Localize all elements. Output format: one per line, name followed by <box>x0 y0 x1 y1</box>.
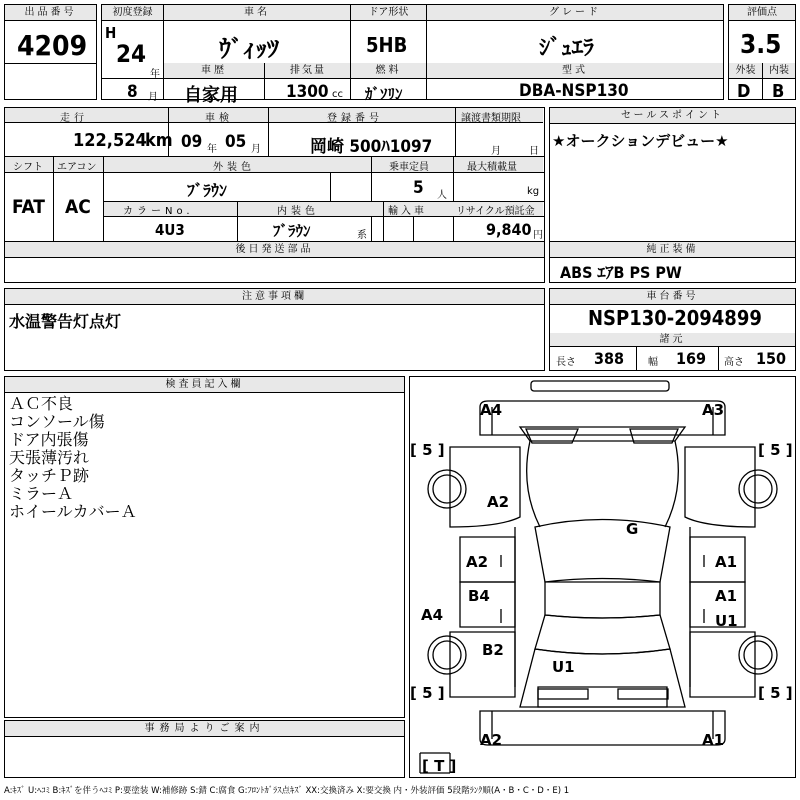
notes-box <box>4 288 545 371</box>
recycle: 9,840 <box>486 220 532 239</box>
inspector-line: ドア内張傷 <box>9 430 89 449</box>
height: 150 <box>756 349 787 368</box>
reg-no-label: 登録番号 <box>327 113 383 124</box>
interior-label: 内装 <box>763 63 795 78</box>
model-label: 型式 <box>427 63 723 78</box>
fuel-label: 燃料 <box>351 63 426 78</box>
door-label: ドア形状 <box>351 5 426 21</box>
transfer-month-unit: 月 <box>491 146 501 157</box>
car-name-box <box>163 4 351 106</box>
mark-a1-bottom: A1 <box>702 731 725 749</box>
reg-number: 岡崎 500ﾊ1097 <box>310 137 433 157</box>
inspector-line: 天張薄汚れ <box>9 448 90 467</box>
transfer-day-unit: 日 <box>529 146 539 157</box>
mark-tire-fl: [ 5 ] <box>410 441 445 459</box>
transfer-label: 譲渡書類期限 <box>461 113 521 124</box>
inspection-month: 05 <box>225 132 247 152</box>
color-no: 4U3 <box>155 221 185 239</box>
history: 自家用 <box>184 85 238 106</box>
inspector-line: タッチＰ跡 <box>9 466 90 485</box>
max-load-label: 最大積載量 <box>467 162 517 173</box>
height-label: 高さ <box>724 357 744 368</box>
first-registration-box <box>101 4 164 103</box>
mark-a1-right2: A1 <box>715 587 738 605</box>
office-label: 事務局よりご案内 <box>5 721 404 737</box>
later-parts-label: 後日発送部品 <box>5 242 544 258</box>
first-reg-year: 24 <box>116 40 147 68</box>
recycle-label: リサイクル預託金 <box>456 206 535 217</box>
lot-number-box <box>4 4 97 100</box>
mark-g: G <box>626 520 639 538</box>
lot-number-label: 出品番号 <box>5 5 96 21</box>
office-box <box>4 720 405 778</box>
mileage-label: 走行 <box>60 113 88 124</box>
max-load-unit: kg <box>527 186 540 197</box>
ext-color-label: 外装色 <box>213 162 255 173</box>
equipment: ABS ｴｱB PS PW <box>560 263 682 282</box>
recycle-unit: 円 <box>533 230 543 241</box>
car-diagram <box>410 377 795 777</box>
score-box <box>728 4 796 100</box>
door-type: 5HB <box>366 33 408 57</box>
shift-label: シフト <box>13 162 43 173</box>
inspection-month-unit: 月 <box>251 144 261 155</box>
capacity-unit: 人 <box>437 190 447 201</box>
vehicle-info-box <box>4 107 545 242</box>
exterior-label: 外装 <box>729 63 762 78</box>
inspection-label: 車検 <box>205 113 233 124</box>
chassis-label: 車台番号 <box>550 289 795 305</box>
mark-tire-t: [ T ] <box>422 757 457 775</box>
first-registration-label: 初度登録 <box>102 5 163 21</box>
notes: 水温警告灯点灯 <box>9 312 122 331</box>
mark-a4-top: A4 <box>480 401 503 419</box>
int-color: ﾌﾞﾗｳﾝ <box>273 222 311 240</box>
mileage: 122,524 <box>73 130 147 151</box>
chassis-number: NSP130-2094899 <box>588 306 762 330</box>
model: DBA-NSP130 <box>519 81 629 101</box>
inspection-year: 09 <box>181 132 203 152</box>
displacement-unit: cc <box>332 89 343 100</box>
mark-b4: B4 <box>468 587 490 605</box>
score-label: 評価点 <box>729 5 795 21</box>
sales-point-box <box>549 107 796 242</box>
later-parts-box <box>4 241 545 283</box>
grade-box <box>426 4 724 100</box>
equipment-label: 純正装備 <box>550 242 795 258</box>
mileage-unit: km <box>145 130 173 151</box>
inspector-label: 検査員記入欄 <box>5 377 404 393</box>
int-color-suffix: 系 <box>357 230 367 241</box>
lot-number: 4209 <box>17 29 88 62</box>
inspector-line: ホイールカバーＡ <box>9 502 137 521</box>
notes-label: 注意事項欄 <box>5 289 544 305</box>
era: H <box>105 24 117 42</box>
month-unit: 月 <box>148 92 158 103</box>
first-reg-month: 8 <box>127 82 138 102</box>
capacity-label: 乗車定員 <box>389 162 429 173</box>
length-label: 長さ <box>556 357 576 368</box>
mark-a1-right1: A1 <box>715 553 738 571</box>
aircon-label: エアコン <box>57 162 97 173</box>
mark-tire-fr: [ 5 ] <box>758 441 793 459</box>
equipment-box <box>549 241 796 283</box>
mark-a2-hood: A2 <box>487 493 510 511</box>
legend: A:ｷｽﾞ U:ﾍｺﾐ B:ｷｽﾞを伴うﾍｺﾐ P:要塗装 W:補修跡 S:錆 C:腐食 G:ﾌﾛﾝﾄｶﾞﾗｽ点ｷｽﾞ XX:交換済み X:要交換 内・外装評価 5段階ﾗﾝｸ順(A・B・C・D・E) 1 <box>4 786 570 796</box>
inspector-line: ＡＣ不良 <box>9 394 74 413</box>
history-label: 車歴 <box>164 63 264 78</box>
damage-diagram <box>409 376 796 778</box>
score: 3.5 <box>740 30 782 60</box>
displacement-label: 排気量 <box>265 63 351 78</box>
color-no-label: カラーNo. <box>123 206 194 217</box>
grade-label: グレード <box>427 5 723 21</box>
mark-a4-left: A4 <box>421 606 444 624</box>
mark-tire-rl: [ 5 ] <box>410 684 445 702</box>
sales-point-label: セールスポイント <box>550 108 795 124</box>
car-name-label: 車名 <box>164 5 350 21</box>
width-label: 幅 <box>648 357 658 368</box>
inspector-line: ミラーＡ <box>9 484 74 503</box>
mark-u1-rear: U1 <box>552 658 575 676</box>
fuel: ｶﾞｿﾘﾝ <box>365 85 403 103</box>
exterior-score: D <box>737 81 751 102</box>
mark-tire-rr: [ 5 ] <box>758 684 793 702</box>
door-box <box>350 4 427 103</box>
inspector-line: コンソール傷 <box>9 412 105 431</box>
mark-a2-bottom: A2 <box>480 731 503 749</box>
width: 169 <box>676 349 707 368</box>
mark-a3-top: A3 <box>702 401 725 419</box>
mark-u1-right: U1 <box>715 612 738 630</box>
interior-score: B <box>772 81 785 102</box>
aircon: AC <box>65 196 91 218</box>
chassis-box <box>549 288 796 371</box>
year-unit: 年 <box>150 69 160 80</box>
grade: ｼﾞｭｴﾗ <box>539 36 595 61</box>
displacement: 1300 <box>286 82 329 102</box>
shift: FAT <box>12 196 45 218</box>
car-name: ｳﾞｨｯﾂ <box>219 35 279 63</box>
specs-label: 諸元 <box>550 333 795 347</box>
inspection-year-unit: 年 <box>207 144 217 155</box>
ext-color: ﾌﾞﾗｳﾝ <box>187 181 228 200</box>
length: 388 <box>594 349 625 368</box>
int-color-label: 内装色 <box>277 206 319 217</box>
inspector-box <box>4 376 405 718</box>
mark-a2-left: A2 <box>466 553 489 571</box>
sales-point: ★オークションデビュー★ <box>552 132 729 150</box>
import-label: 輸入車 <box>388 206 427 217</box>
capacity: 5 <box>413 178 424 198</box>
mark-b2: B2 <box>482 641 504 659</box>
